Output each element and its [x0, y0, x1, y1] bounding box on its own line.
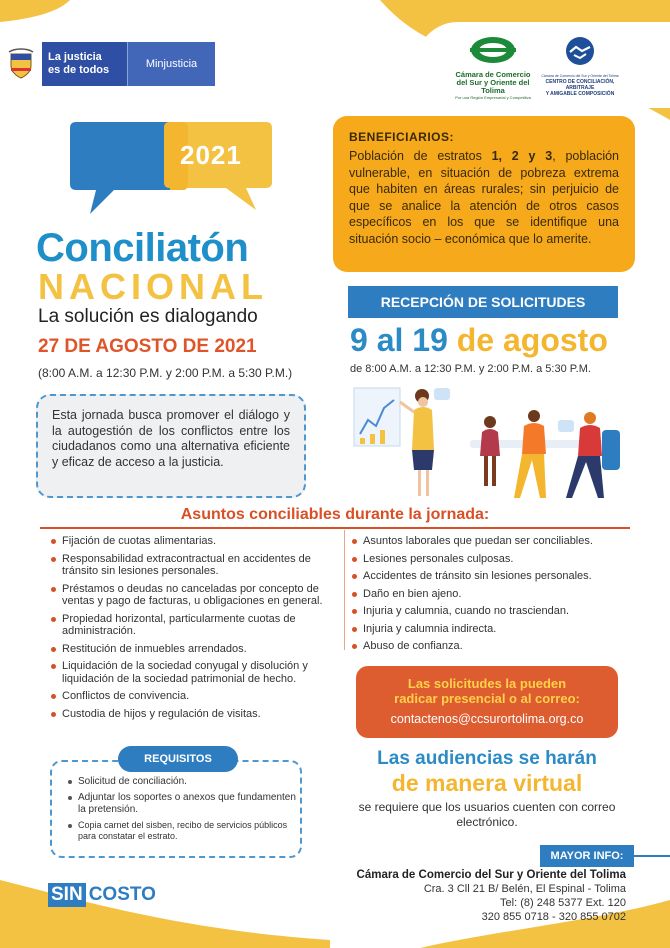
- list-item: Copia carnet del sisben, recibo de servicios públicos para constatar el estrato.: [68, 820, 296, 842]
- list-item: Asuntos laborales que puedan ser conciliables.: [351, 535, 631, 548]
- list-item: Fijación de cuotas alimentarias.: [50, 535, 340, 548]
- meeting-illustration: [350, 380, 625, 505]
- government-header: [0, 42, 215, 86]
- audiencias-line-1: Las audiencias se harán: [377, 748, 597, 769]
- gov-slogan: La justicia es de todos: [42, 42, 127, 86]
- audiencias-note: se requiere que los usuarios cuenten con correo electrónico.: [358, 800, 616, 829]
- ministry-label: Minjusticia: [127, 42, 215, 86]
- contact-address: Cra. 3 Cll 21 B/ Belén, El Espinal - Tolima: [423, 883, 626, 895]
- list-item: Propiedad horizontal, particularmente cuotas de administración.: [50, 613, 340, 638]
- list-item: Daño en bien ajeno.: [351, 588, 631, 601]
- audiencias-line-2: de manera virtual: [391, 770, 583, 796]
- beneficiarios-title: BENEFICIARIOS:: [349, 130, 455, 144]
- list-item: Solicitud de conciliación.: [68, 776, 296, 788]
- mayor-info-line: [630, 855, 670, 857]
- contact-tel: Tel: (8) 248 5377 Ext. 120: [500, 897, 626, 909]
- handshake-icon: [562, 36, 598, 66]
- centro-conciliacion-logo: Cámara de Comercio del Sur y Oriente del Tolima CENTRO DE CONCILIACIÓN, ARBITRAJE Y AMIGABLE COMPOSICIÓN: [536, 36, 624, 97]
- asuntos-right-list: [351, 535, 631, 658]
- columns-divider: [344, 530, 345, 650]
- list-item: Adjuntar los soportes o anexos que fundamenten la pretensión.: [68, 792, 296, 816]
- list-item: Custodia de hijos y regulación de visitas.: [50, 708, 340, 721]
- list-item: Conflictos de convivencia.: [50, 690, 340, 703]
- event-title: Conciliatón: [36, 226, 249, 270]
- mayor-info-label: MAYOR INFO:: [540, 845, 634, 867]
- intro-text: Esta jornada busca promover el diálogo y la autogestión de los conflictos entre los ciudadanos como una alternativa eficiente y eficaz de acceso a la justicia.: [52, 408, 290, 469]
- beneficiarios-box: [333, 116, 635, 272]
- solicitudes-box: [356, 666, 618, 738]
- event-year: 2021: [180, 140, 242, 170]
- event-title-nacional: NACIONAL: [38, 266, 268, 307]
- asuntos-divider: [40, 527, 630, 529]
- list-item: Préstamos o deudas no canceladas por concepto de ventas y pago de facturas, u obligaciones en general.: [50, 583, 340, 608]
- event-hours: (8:00 A.M. a 12:30 P.M. y 2:00 P.M. a 5:30 P.M.): [38, 366, 293, 380]
- camara-comercio-logo: Cámara de Comercio del Sur y Oriente del Tolima Por una Región Empresarial y Competitiva: [452, 36, 534, 100]
- list-item: Liquidación de la sociedad conyugal y disolución y liquidación de la sociedad patrimonial de hecho.: [50, 660, 340, 685]
- intro-text-box: [36, 394, 306, 498]
- contact-org: Cámara de Comercio del Sur y Oriente del Tolima: [356, 869, 626, 881]
- solicitudes-heading: Las solicitudes la pueden radicar presencial o al correo:: [394, 676, 580, 706]
- asuntos-left-list: [50, 535, 340, 725]
- requisitos-list: [68, 776, 296, 846]
- speech-bubbles-icon: [70, 118, 280, 228]
- event-date: 27 DE AGOSTO DE 2021: [38, 336, 257, 357]
- requisitos-label: REQUISITOS: [118, 746, 238, 772]
- contact-phones: 320 855 0718 - 320 855 0702: [481, 911, 626, 923]
- list-item: Lesiones personales culposas.: [351, 553, 631, 566]
- list-item: Abuso de confianza.: [351, 640, 631, 653]
- event-slogan: La solución es dialogando: [38, 306, 258, 327]
- recepcion-dates: 9 al 19 de agosto: [350, 322, 608, 358]
- contact-info: [300, 868, 626, 924]
- list-item: Injuria y calumnia, cuando no trasciendan.: [351, 605, 631, 618]
- list-item: Injuria y calumnia indirecta.: [351, 623, 631, 636]
- sin-costo-badge: SIN COSTO: [48, 883, 156, 907]
- recepcion-label: RECEPCIÓN DE SOLICITUDES: [348, 286, 618, 318]
- recepcion-hours: de 8:00 A.M. a 12:30 P.M. y 2:00 P.M. a 5:30 P.M.: [350, 363, 591, 375]
- contact-email-link[interactable]: contactenos@ccsurortolima.org.co: [390, 712, 584, 726]
- asuntos-title: Asuntos conciliables durante la jornada:: [180, 506, 490, 523]
- list-item: Accidentes de tránsito sin lesiones personales.: [351, 570, 631, 583]
- colombia-shield-icon: [0, 42, 42, 86]
- camara-comercio-icon: [470, 36, 516, 64]
- beneficiarios-text: Población de estratos 1, 2 y 3, población vulnerable, en situación de pobreza extrema que habiten en áreas rurales; sin perjuicio de que se analice la atención de otros casos específicos en los que se identifique una situación socio – económica que lo amerite.: [349, 149, 619, 246]
- list-item: Restitución de inmuebles arrendados.: [50, 643, 340, 656]
- list-item: Responsabilidad extracontractual en accidentes de tránsito sin lesiones personales.: [50, 553, 340, 578]
